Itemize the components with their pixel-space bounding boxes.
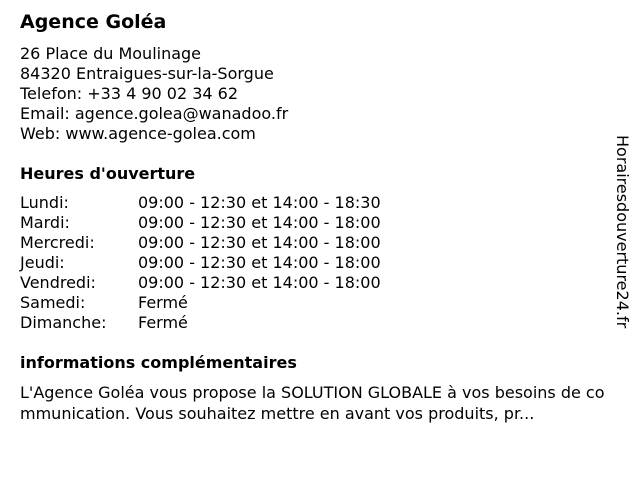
business-card [20,8,620,424]
address-line-2: 84320 Entraigues-sur-la-Sorgue [20,64,274,83]
hours-value: Fermé [138,313,188,332]
day-label: Samedi: [20,293,86,312]
hours-heading: Heures d'ouverture [20,164,196,183]
hours-row-saturday [20,293,620,313]
day-label: Dimanche: [20,313,107,332]
day-label: Vendredi: [20,273,96,292]
phone-line: Telefon: +33 4 90 02 34 62 [20,84,239,103]
hours-value: 09:00 - 12:30 et 14:00 - 18:00 [138,213,381,232]
hours-row-wednesday [20,233,620,253]
hours-value: 09:00 - 12:30 et 14:00 - 18:30 [138,193,381,212]
day-label: Jeudi: [20,253,65,272]
business-name: Agence Goléa [20,11,167,33]
hours-table [20,193,620,333]
email-line: Email: agence.golea@wanadoo.fr [20,104,289,123]
site-watermark: Horairesdouverture24.fr [613,135,632,329]
day-label: Mercredi: [20,233,95,252]
hours-value: 09:00 - 12:30 et 14:00 - 18:00 [138,273,381,292]
address-line-1: 26 Place du Moulinage [20,44,202,63]
contact-block [20,44,620,144]
day-label: Mardi: [20,213,70,232]
hours-value: Fermé [138,293,188,312]
info-text: L'Agence Goléa vous propose la SOLUTION GLOBALE à vos besoins de communication. Vous souhaitez mettre en avant vos produits, pr... [20,383,605,423]
web-line: Web: www.agence-golea.com [20,124,256,143]
hours-row-friday [20,273,620,293]
hours-value: 09:00 - 12:30 et 14:00 - 18:00 [138,253,381,272]
hours-row-thursday [20,253,620,273]
hours-row-sunday [20,313,620,333]
info-heading: informations complémentaires [20,353,297,372]
hours-row-monday [20,193,620,213]
hours-row-tuesday [20,213,620,233]
day-label: Lundi: [20,193,69,212]
hours-value: 09:00 - 12:30 et 14:00 - 18:00 [138,233,381,252]
